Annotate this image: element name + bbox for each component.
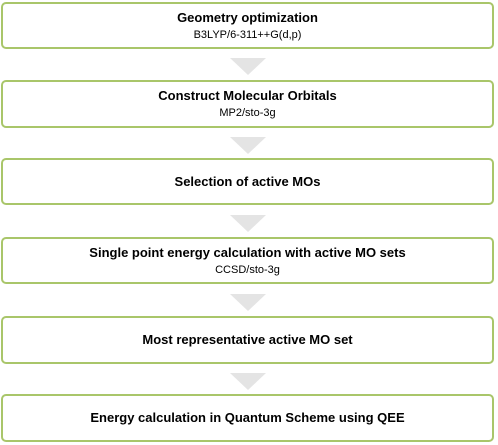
step-title: Construct Molecular Orbitals: [158, 88, 337, 103]
step-most-representative-active-mo-set: [1, 316, 494, 364]
step-title: Energy calculation in Quantum Scheme using QEE: [90, 410, 405, 425]
step-subtitle: MP2/sto-3g: [219, 107, 276, 119]
step-title: Geometry optimization: [177, 9, 318, 25]
step-title: Single point energy calculation with active MO sets: [89, 244, 406, 260]
down-arrow-icon: [222, 373, 274, 390]
step-subtitle: B3LYP/6-311++G(d,p): [193, 28, 302, 41]
step-subtitle: CCSD/sto-3g: [215, 263, 280, 276]
step-energy-calculation-quantum-scheme: [1, 394, 494, 442]
step-geometry-optimization: [1, 2, 494, 49]
down-arrow-icon: [222, 137, 274, 154]
down-arrow-icon: [222, 215, 274, 232]
step-construct-molecular-orbitals: [1, 80, 494, 128]
down-arrow-icon: [222, 294, 274, 311]
step-title: Most representative active MO set: [142, 332, 353, 347]
down-arrow-icon: [222, 58, 274, 75]
step-title: Selection of active MOs: [174, 173, 321, 189]
step-single-point-energy-calculation: [1, 237, 494, 284]
step-selection-of-active-mos: [1, 158, 494, 205]
